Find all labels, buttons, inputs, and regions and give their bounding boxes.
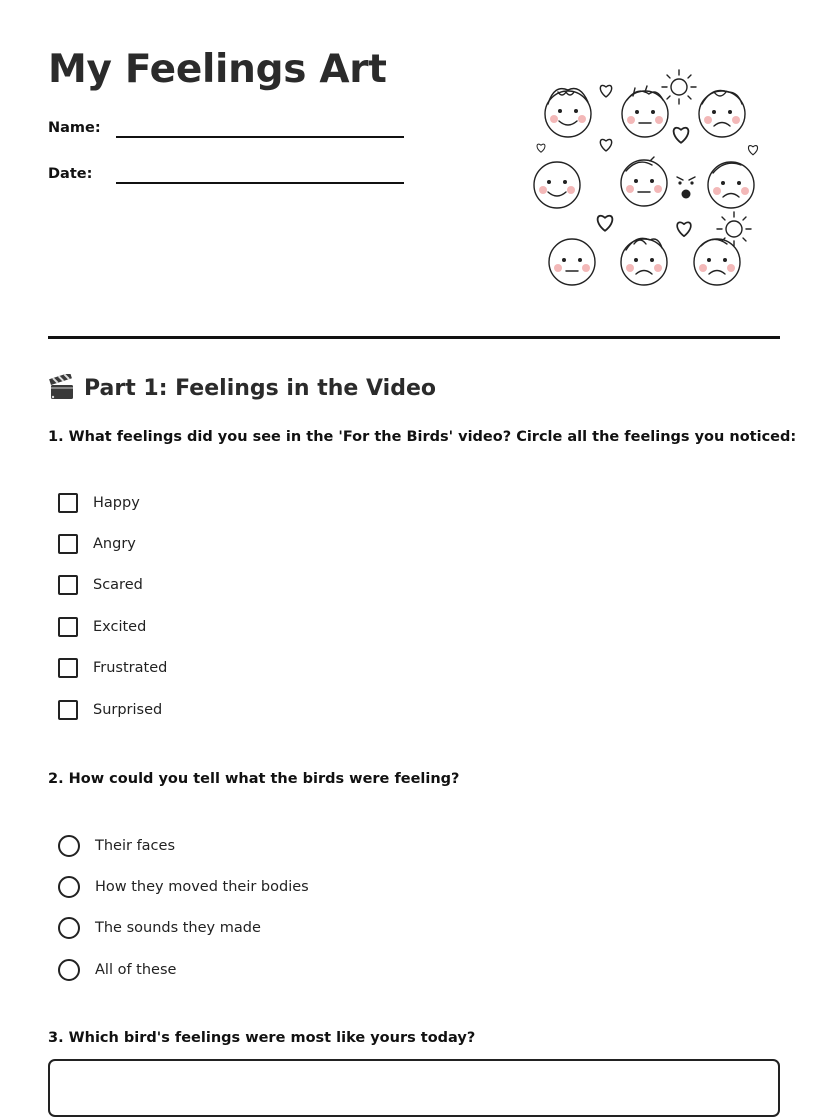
option-label: Angry xyxy=(93,536,136,553)
name-label: Name: xyxy=(48,120,101,136)
feelings-faces-illustration xyxy=(528,68,768,294)
question-3: 3. Which bird's feelings were most like yours today? xyxy=(48,1030,476,1046)
name-field xyxy=(48,114,408,144)
part1-title: Part 1: Feelings in the Video xyxy=(84,375,436,401)
checkbox[interactable] xyxy=(58,700,78,720)
question-1: 1. What feelings did you see in the 'For the Birds' video? Circle all the feelings you noticed: xyxy=(48,429,797,445)
option-label: Surprised xyxy=(93,701,163,718)
radio-button[interactable] xyxy=(58,876,80,898)
option-label: Frustrated xyxy=(93,660,168,677)
option-all-of-these[interactable] xyxy=(58,949,309,990)
option-label: Excited xyxy=(93,618,147,635)
option-label: The sounds they made xyxy=(95,920,261,937)
option-sounds[interactable] xyxy=(58,908,309,949)
radio-button[interactable] xyxy=(58,835,80,857)
option-frustrated[interactable] xyxy=(58,648,167,689)
feelings-checkbox-list xyxy=(58,482,167,730)
checkbox[interactable] xyxy=(58,575,78,595)
option-label: Happy xyxy=(93,494,140,511)
option-label: Their faces xyxy=(95,837,176,854)
checkbox[interactable] xyxy=(58,658,78,678)
option-angry[interactable] xyxy=(58,523,167,564)
option-scared[interactable] xyxy=(58,565,167,606)
checkbox[interactable] xyxy=(58,534,78,554)
option-label: How they moved their bodies xyxy=(95,879,309,896)
option-body-movement[interactable] xyxy=(58,866,309,907)
clapperboard-icon xyxy=(48,374,76,402)
name-line[interactable] xyxy=(116,136,404,138)
worksheet-title: My Feelings Art xyxy=(48,47,387,92)
option-excited[interactable] xyxy=(58,606,167,647)
radio-button[interactable] xyxy=(58,959,80,981)
part1-heading xyxy=(48,374,436,402)
option-label: All of these xyxy=(95,961,177,978)
date-label: Date: xyxy=(48,166,93,182)
option-their-faces[interactable] xyxy=(58,825,309,866)
question-2: 2. How could you tell what the birds were feeling? xyxy=(48,771,460,787)
date-field xyxy=(48,160,408,190)
checkbox[interactable] xyxy=(58,493,78,513)
section-divider xyxy=(48,336,780,339)
clues-radio-list xyxy=(58,825,309,991)
option-happy[interactable] xyxy=(58,482,167,523)
date-line[interactable] xyxy=(116,182,404,184)
option-surprised[interactable] xyxy=(58,689,167,730)
radio-button[interactable] xyxy=(58,917,80,939)
answer-text-box[interactable] xyxy=(48,1059,780,1117)
checkbox[interactable] xyxy=(58,617,78,637)
option-label: Scared xyxy=(93,577,143,594)
